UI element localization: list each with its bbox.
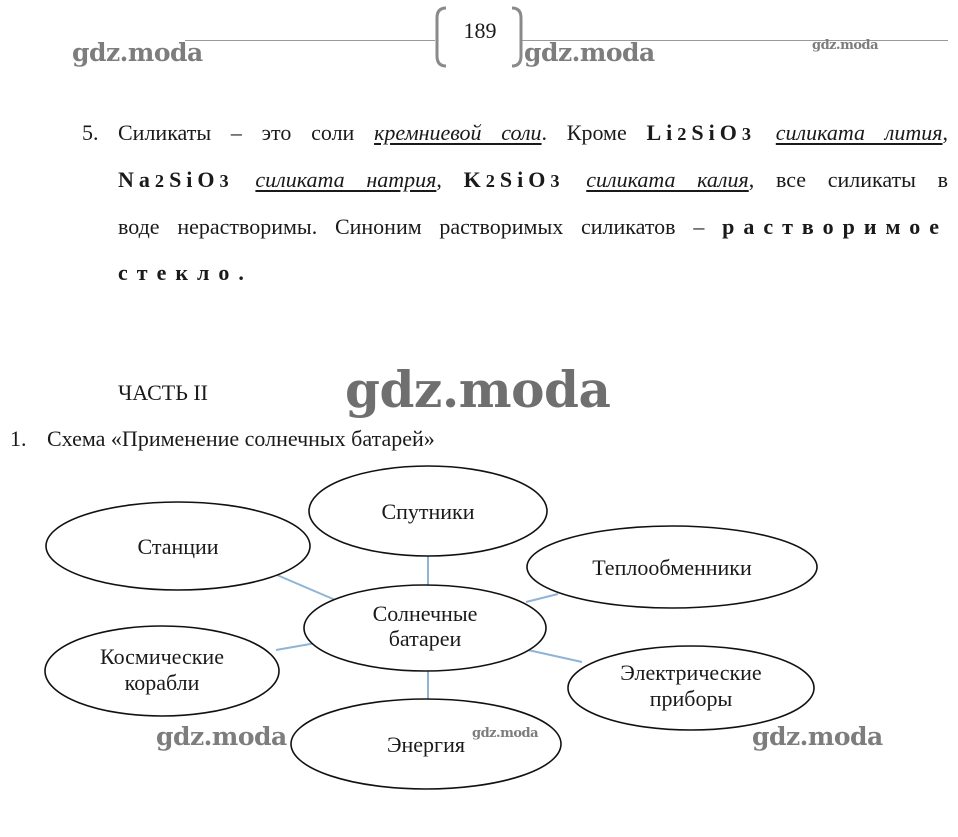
watermark-top-right-small: gdz.moda — [812, 38, 879, 53]
formula-k2sio3: K2SiO3 — [463, 167, 565, 192]
svg-text:Теплообменники: Теплообменники — [592, 555, 752, 580]
question-number: 1. — [10, 426, 27, 451]
item5-text: . Кроме — [541, 120, 647, 145]
item5-text: , все силикаты в — [748, 167, 949, 192]
answer-fill: силиката калия — [586, 167, 749, 192]
node-center — [304, 585, 546, 671]
item5-text: Силикаты – это соли — [118, 120, 375, 145]
connector-stations — [270, 572, 340, 602]
svg-text:Энергия: Энергия — [387, 732, 465, 757]
item5-number: 5. — [82, 120, 99, 145]
svg-text:Станции: Станции — [137, 534, 219, 559]
watermark-bottom-right: gdz.moda — [752, 722, 883, 751]
svg-text:приборы: приборы — [649, 686, 733, 711]
svg-text:батареи: батареи — [388, 626, 462, 651]
connector-appliances — [528, 650, 582, 662]
question-text: Схема «Применение солнечных батарей» — [47, 426, 435, 451]
node-appliances — [568, 646, 814, 730]
watermark-top-center: gdz.moda — [524, 38, 655, 67]
node-energy — [291, 699, 561, 789]
formula-na2sio3: Na2SiO3 — [118, 167, 234, 192]
answer-fill: кремниевой соли — [374, 120, 542, 145]
node-stations — [46, 502, 310, 590]
svg-text:Солнечные: Солнечные — [372, 601, 478, 626]
svg-text:Спутники: Спутники — [381, 499, 475, 524]
connector-heat-exchangers — [526, 594, 558, 602]
watermark-center-large: gdz.moda — [345, 360, 611, 419]
svg-text:Электрические: Электрические — [620, 660, 762, 685]
answer-fill: силиката лития — [775, 120, 943, 145]
formula-li2sio3: Li2SiO3 — [646, 120, 757, 145]
answer-bold: растворимое — [722, 214, 948, 239]
watermark-near-energy: gdz.moda — [472, 726, 539, 741]
watermark-top-left: gdz.moda — [72, 38, 203, 67]
node-satellites — [309, 466, 547, 556]
answer-fill: силиката натрия — [255, 167, 437, 192]
watermark-bottom-left: gdz.moda — [156, 722, 287, 751]
part-title: ЧАСТЬ II — [118, 380, 208, 405]
svg-text:Космические: Космические — [100, 644, 224, 669]
item5-text: , — [942, 120, 948, 145]
page-number: 189 — [463, 18, 497, 43]
item5-text: , — [436, 167, 464, 192]
node-heat-exchangers — [527, 526, 817, 608]
answer-bold: стекло. — [118, 260, 253, 285]
node-spaceships — [45, 626, 279, 716]
item5-text: воде нерастворимы. Синоним растворимых силикатов – — [118, 214, 723, 239]
svg-text:корабли: корабли — [124, 670, 200, 695]
connector-spaceships — [276, 643, 316, 650]
